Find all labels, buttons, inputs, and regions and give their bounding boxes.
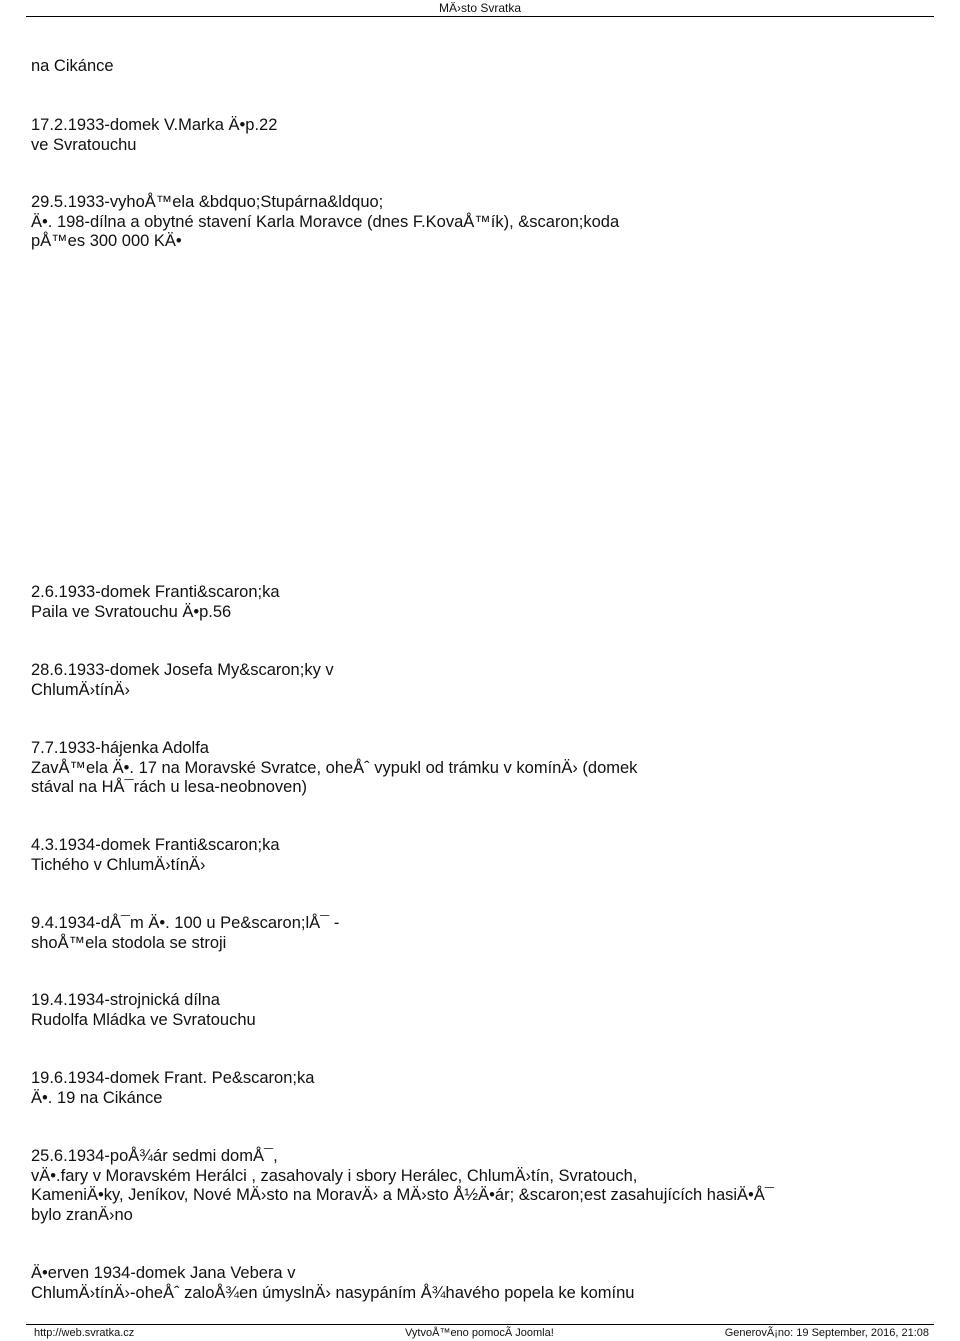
- entry-line: 25.6.1934-poÅ¾ár sedmi domÅ¯,: [31, 1147, 278, 1165]
- entry-line: bylo zranÄ›no: [31, 1205, 133, 1224]
- footer-url[interactable]: http://web.svratka.cz: [34, 1327, 135, 1339]
- footer-divider: [26, 1324, 934, 1325]
- entry-line: 19.4.1934-strojnická dílna: [31, 991, 220, 1009]
- entry-2: [31, 116, 277, 155]
- entry-8: [31, 914, 339, 953]
- entry-line: Ä•. 19 na Cikánce: [31, 1088, 163, 1107]
- page-title: MÄ›sto Svratka: [438, 1, 522, 15]
- entry-line: Rudolfa Mládka ve Svratouchu: [31, 1010, 256, 1029]
- entry-10: [31, 1069, 314, 1108]
- entry-line: ve Svratouchu: [31, 135, 137, 154]
- entry-line: 29.5.1933-vyhoÅ™ela &bdquo;Stupárna&ldquo;: [31, 193, 384, 211]
- entry-line: Ä•. 198-dílna a obytné stavení Karla Moravce (dnes F.KovaÅ™ík), &scaron;koda: [31, 212, 620, 231]
- entry-11: [31, 1147, 774, 1225]
- entry-5: [31, 661, 334, 700]
- entry-line: na Cikánce: [31, 57, 114, 75]
- entry-9: [31, 991, 256, 1030]
- footer-created-with: VytvoÅ™eno pomocÃ Joomla!: [405, 1327, 554, 1339]
- entry-line: 7.7.1933-hájenka Adolfa: [31, 739, 209, 757]
- entry-12: [31, 1264, 634, 1303]
- entry-line: 2.6.1933-domek Franti&scaron;ka: [31, 583, 280, 601]
- entry-line: stával na HÅ¯rách u lesa-neobnoven): [31, 778, 308, 796]
- entry-line: shoÅ™ela stodola se stroji: [31, 933, 227, 952]
- entry-line: 17.2.1933-domek V.Marka Ä•p.22: [31, 116, 278, 134]
- entry-line: 19.6.1934-domek Frant. Pe&scaron;ka: [31, 1069, 315, 1087]
- entry-1: [31, 57, 114, 77]
- entry-line: 4.3.1934-domek Franti&scaron;ka: [31, 836, 280, 854]
- footer-generated-date: GenerovÃ¡no: 19 September, 2016, 21:08: [724, 1327, 929, 1339]
- page-header: [0, 0, 960, 15]
- entry-line: pÅ™es 300 000 KÄ•: [31, 232, 182, 250]
- entry-3: [31, 193, 619, 252]
- entry-line: Paila ve Svratouchu Ä•p.56: [31, 602, 232, 621]
- entry-line: Tichého v ChlumÄ›tínÄ›: [31, 855, 206, 874]
- entry-line: ChlumÄ›tínÄ›-oheÅˆ zaloÅ¾en úmyslnÄ› nasypáním Å¾havého popela ke komínu: [31, 1283, 635, 1302]
- entry-line: Ä•erven 1934-domek Jana Vebera v: [31, 1264, 296, 1282]
- entry-line: vÄ•.fary v Moravském Herálci , zasahovaly i sbory Herálec, ChlumÄ›tín, Svratouch,: [31, 1166, 638, 1185]
- entry-line: ZavÅ™ela Ä•. 17 na Moravské Svratce, oheÅˆ vypukl od trámku v komínÄ› (domek: [31, 758, 638, 777]
- entry-line: ChlumÄ›tínÄ›: [31, 680, 131, 699]
- entry-7: [31, 836, 280, 875]
- entry-4: [31, 583, 280, 622]
- header-divider: [26, 16, 934, 17]
- entry-line: 28.6.1933-domek Josefa My&scaron;ky v: [31, 661, 334, 679]
- entry-line: KameniÄ•ky, Jeníkov, Nové MÄ›sto na MoravÄ› a MÄ›sto Å½Ä•ár; &scaron;est zasahujících hasiÄ•Å¯: [31, 1186, 774, 1204]
- entry-line: 9.4.1934-dÅ¯m Ä•. 100 u Pe&scaron;lÅ¯ -: [31, 914, 340, 932]
- entry-6: [31, 739, 637, 798]
